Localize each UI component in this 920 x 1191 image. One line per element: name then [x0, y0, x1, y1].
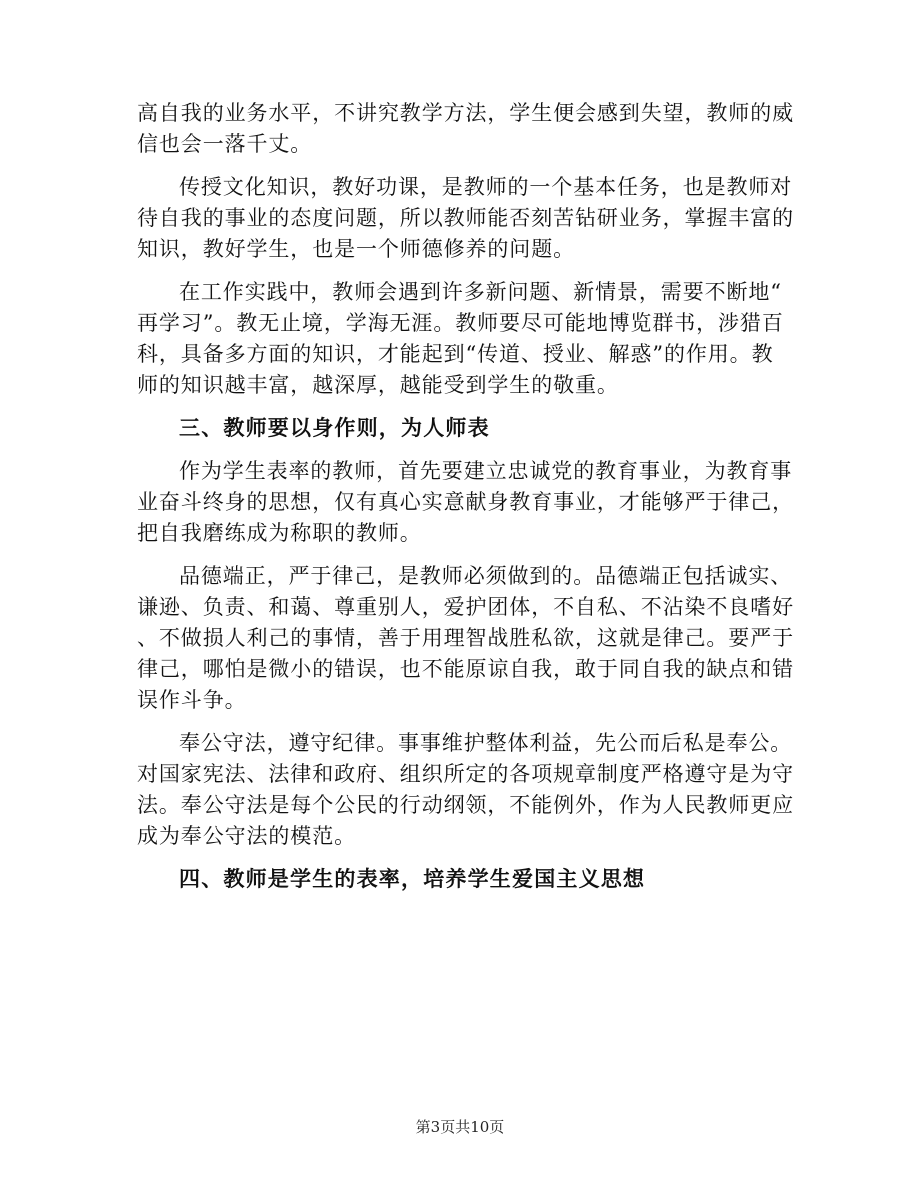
heading-text: 三、教师要以身作则，为人师表 — [179, 416, 490, 440]
paragraph-line: 传授文化知识，教好功课，是教师的一个基本任务，也是教师对 — [179, 175, 793, 199]
paragraph-line: 作为学生表率的教师，首先要建立忠诚党的教育事业，为教育事 — [179, 459, 793, 483]
paragraph-line: 法。奉公守法是每个公民的行动纲领，不能例外，作为人民教师更应 — [137, 793, 794, 817]
paragraph-line: 、不做损人利己的事情，善于用理智战胜私欲，这就是律己。要严于 — [137, 626, 794, 650]
paragraph-line: 知识，教好学生，也是一个师德修养的问题。 — [137, 237, 575, 261]
paragraph-line: 把自我磨练成为称职的教师。 — [137, 521, 422, 545]
page-number: 第3页共10页 — [415, 1118, 505, 1136]
paragraph-line: 师的知识越丰富，越深厚，越能受到学生的敬重。 — [137, 373, 619, 397]
document-body — [137, 98, 794, 895]
heading-text: 四、教师是学生的表率，培养学生爱国主义思想 — [179, 867, 646, 891]
paragraph-gap — [137, 444, 785, 456]
paragraph-line: 高自我的业务水平，不讲究教学方法，学生便会感到失望，教师的威 — [137, 101, 794, 125]
paragraph-line: 谦逊、负责、和蔼、尊重别人，爱护团体，不自私、不沾染不良嗜好 — [137, 595, 794, 619]
paragraph-gap — [137, 265, 785, 277]
paragraph-line: 信也会一落千丈。 — [137, 132, 313, 156]
section-heading — [137, 413, 785, 444]
paragraph — [137, 172, 794, 265]
paragraph-gap — [137, 716, 785, 728]
paragraph-line: 成为奉公守法的模范。 — [137, 824, 356, 848]
paragraph-line: 误作斗争。 — [137, 688, 247, 712]
paragraph — [137, 277, 785, 401]
paragraph — [137, 456, 794, 549]
paragraph-line: 业奋斗终身的思想，仅有真心实意献身教育事业，才能够严于律己， — [137, 490, 794, 514]
paragraph-line: 在工作实践中，教师会遇到许多新问题、新情景，需要不断地“ — [179, 280, 782, 304]
paragraph-line: 待自我的事业的态度问题，所以教师能否刻苦钻研业务，掌握丰富的 — [137, 206, 794, 230]
paragraph — [137, 561, 794, 716]
paragraph — [137, 728, 794, 852]
paragraph-line: 科，具备多方面的知识，才能起到“传道、授业、解惑”的作用。教 — [137, 342, 774, 366]
paragraph-gap — [137, 160, 785, 172]
paragraph — [137, 98, 794, 160]
paragraph-gap — [137, 852, 785, 864]
paragraph-line: 对国家宪法、法律和政府、组织所定的各项规章制度严格遵守是为守 — [137, 762, 794, 786]
paragraph-gap — [137, 401, 785, 413]
paragraph-line: 律己，哪怕是微小的错误，也不能原谅自我，敢于同自我的缺点和错 — [137, 657, 794, 681]
section-heading — [137, 864, 785, 895]
paragraph-line: 再学习”。教无止境，学海无涯。教师要尽可能地博览群书，涉猎百 — [137, 311, 784, 335]
paragraph-line: 奉公守法，遵守纪律。事事维护整体利益，先公而后私是奉公。 — [179, 731, 793, 755]
paragraph-gap — [137, 549, 785, 561]
paragraph-line: 品德端正，严于律己，是教师必须做到的。品德端正包括诚实、 — [179, 564, 793, 588]
